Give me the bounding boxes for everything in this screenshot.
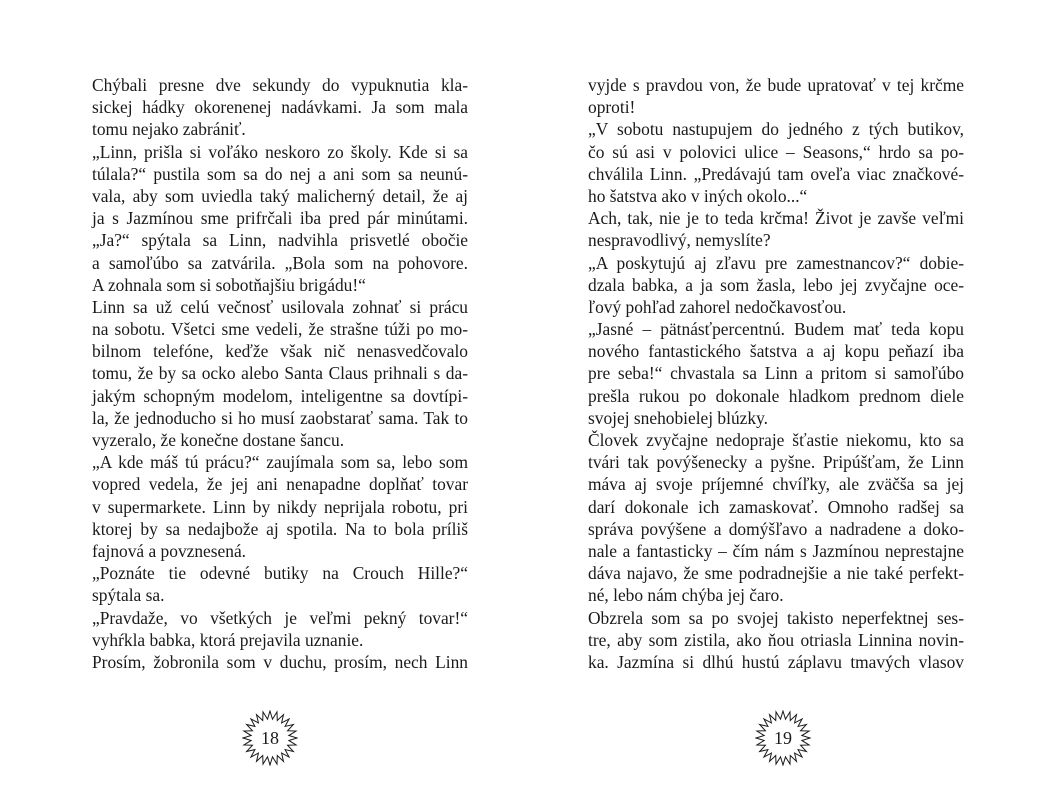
text-line: sickej hádky okorenenej nadávkami. Ja som mala [92, 97, 468, 118]
page-number-right: 19 [774, 728, 792, 748]
text-line: vopred vedela, že jej ani nenapadne doplňať tovar [92, 474, 468, 495]
text-line: nového fantastického šatstva a aj kopu peňazí iba [588, 341, 964, 362]
text-line: dáva najavo, že sme podradnejšie a nie také perfekt- [588, 563, 964, 584]
text-line: spýtala sa. [92, 585, 165, 606]
text-line: „Jasné – pätnásťpercentnú. Budem mať teda kopu [588, 319, 964, 340]
text-line: la, že jednoducho si ho musí zaobstarať sama. Tak to [92, 407, 468, 428]
text-line: pre seba!“ chvastala sa Linn a pritom si samoľúbo [588, 363, 964, 384]
text-line: správa povýšene a domýšľavo a nadradene a doko- [588, 518, 964, 539]
text-line: „V sobotu nastupujem do jedného z tých butikov, [588, 119, 964, 140]
text-line: né, lebo nám chýba jej čaro. [588, 585, 784, 606]
text-line: chválila Linn. „Predávajú tam oveľa viac značkové- [588, 163, 964, 184]
text-line: Človek zvyčajne nedopraje šťastie niekomu, kto sa [588, 430, 964, 450]
text-line: jakým schopným modelom, inteligentne sa dovtípi- [92, 385, 468, 406]
text-line: čo sú asi v polovici ulice – Seasons,“ hrdo sa po- [588, 141, 964, 162]
text-line: ľový pohľad zahorel nedočkavosťou. [588, 296, 847, 317]
text-line: tre, aby som zistila, ako ňou otriasla Linnina novin- [588, 629, 964, 650]
left-page-text [92, 74, 468, 673]
text-line: „A poskytujú aj zľavu pre zamestnancov?“ dobie- [588, 252, 964, 273]
page-number-left: 18 [261, 728, 279, 748]
text-line: ja s Jazmínou sme prifrčali iba pred pár minútami. [92, 208, 468, 229]
text-line: Prosím, žobronila som v duchu, prosím, nech Linn [92, 651, 468, 672]
text-line: bilnom telefóne, keďže však nič nenasvedčovalo [92, 341, 468, 362]
text-line: Ach, tak, nie je to teda krčma! Život je zavše veľmi [588, 208, 964, 229]
text-line: dzala babka, a ja som žasla, lebo jej zvyčajne oce- [588, 274, 964, 295]
text-line: vyzeralo, že konečne dostane šancu. [92, 430, 345, 450]
text-line: darí dokonale ich zamaskovať. Omnoho radšej sa [588, 496, 964, 517]
text-line: „Linn, prišla si voľáko neskoro zo školy. Kde si sa [92, 141, 468, 162]
text-line: vyjde s pravdou von, že bude upratovať v tej krčme [588, 75, 964, 95]
text-line: vala, aby som uviedla taký malicherný detail, že aj [92, 185, 468, 206]
text-line: svojej snehobielej blúzky. [588, 407, 768, 428]
text-line: prešla rukou po dokonale hladkom prednom diele [588, 385, 964, 406]
text-line: Obzrela som sa po svojej takisto neperfektnej ses- [588, 607, 964, 628]
text-line: A zohnala som si sobotňajšiu brigádu!“ [92, 274, 366, 295]
page-number-badge-right [755, 710, 811, 766]
right-page-text [588, 74, 964, 673]
text-line: ktorej by sa nedajbože aj spotila. Na to bola príliš [92, 518, 468, 539]
text-line: „Poznáte tie odevné butiky na Crouch Hille?“ [92, 563, 468, 584]
text-line: „Pravdaže, vo všetkých je veľmi pekný tovar!“ [92, 607, 468, 628]
text-line: tomu, že by sa ocko alebo Santa Claus prihnali s da- [92, 363, 468, 384]
text-line: Linn sa už celú večnosť usilovala zohnať si prácu [92, 296, 468, 317]
text-line: „A kde máš tú prácu?“ zaujímala som sa, lebo som [92, 452, 468, 473]
text-line: máva aj svoje príjemné chvíľky, ale zväčša sa jej [588, 474, 964, 495]
text-line: na sobotu. Všetci sme vedeli, že strašne túži po mo- [92, 319, 468, 340]
text-line: ka. Jazmína si dlhú hustú záplavu tmavých vlasov [588, 651, 964, 672]
page-number-badge-left [242, 710, 298, 766]
text-line: vyhŕkla babka, ktorá prejavila uznanie. [92, 629, 364, 650]
text-line: nale a fantasticky – čím nám s Jazmínou neprestajne [588, 540, 964, 561]
text-line: a samoľúbo sa zatvárila. „Bola som na pohovore. [92, 252, 468, 273]
text-line: v supermarkete. Linn by nikdy neprijala robotu, pri [92, 496, 468, 517]
text-line: nespravodlivý, nemyslíte? [588, 230, 771, 251]
text-line: tomu nejako zabrániť. [92, 119, 246, 140]
text-line: fajnová a povznesená. [92, 540, 247, 561]
text-line: Chýbali presne dve sekundy do vypuknutia kla- [92, 75, 468, 95]
text-line: oproti! [588, 97, 636, 118]
text-line: „Ja?“ spýtala sa Linn, nadvihla prisvetlé obočie [92, 230, 468, 251]
text-line: tvári tak povýšenecky a pyšne. Pripúšťam, že Linn [588, 452, 964, 473]
text-line: ho šatstva ako v iných okolo...“ [588, 185, 808, 206]
text-line: túlala?“ pustila som sa do nej a ani som sa neunú- [92, 163, 468, 184]
